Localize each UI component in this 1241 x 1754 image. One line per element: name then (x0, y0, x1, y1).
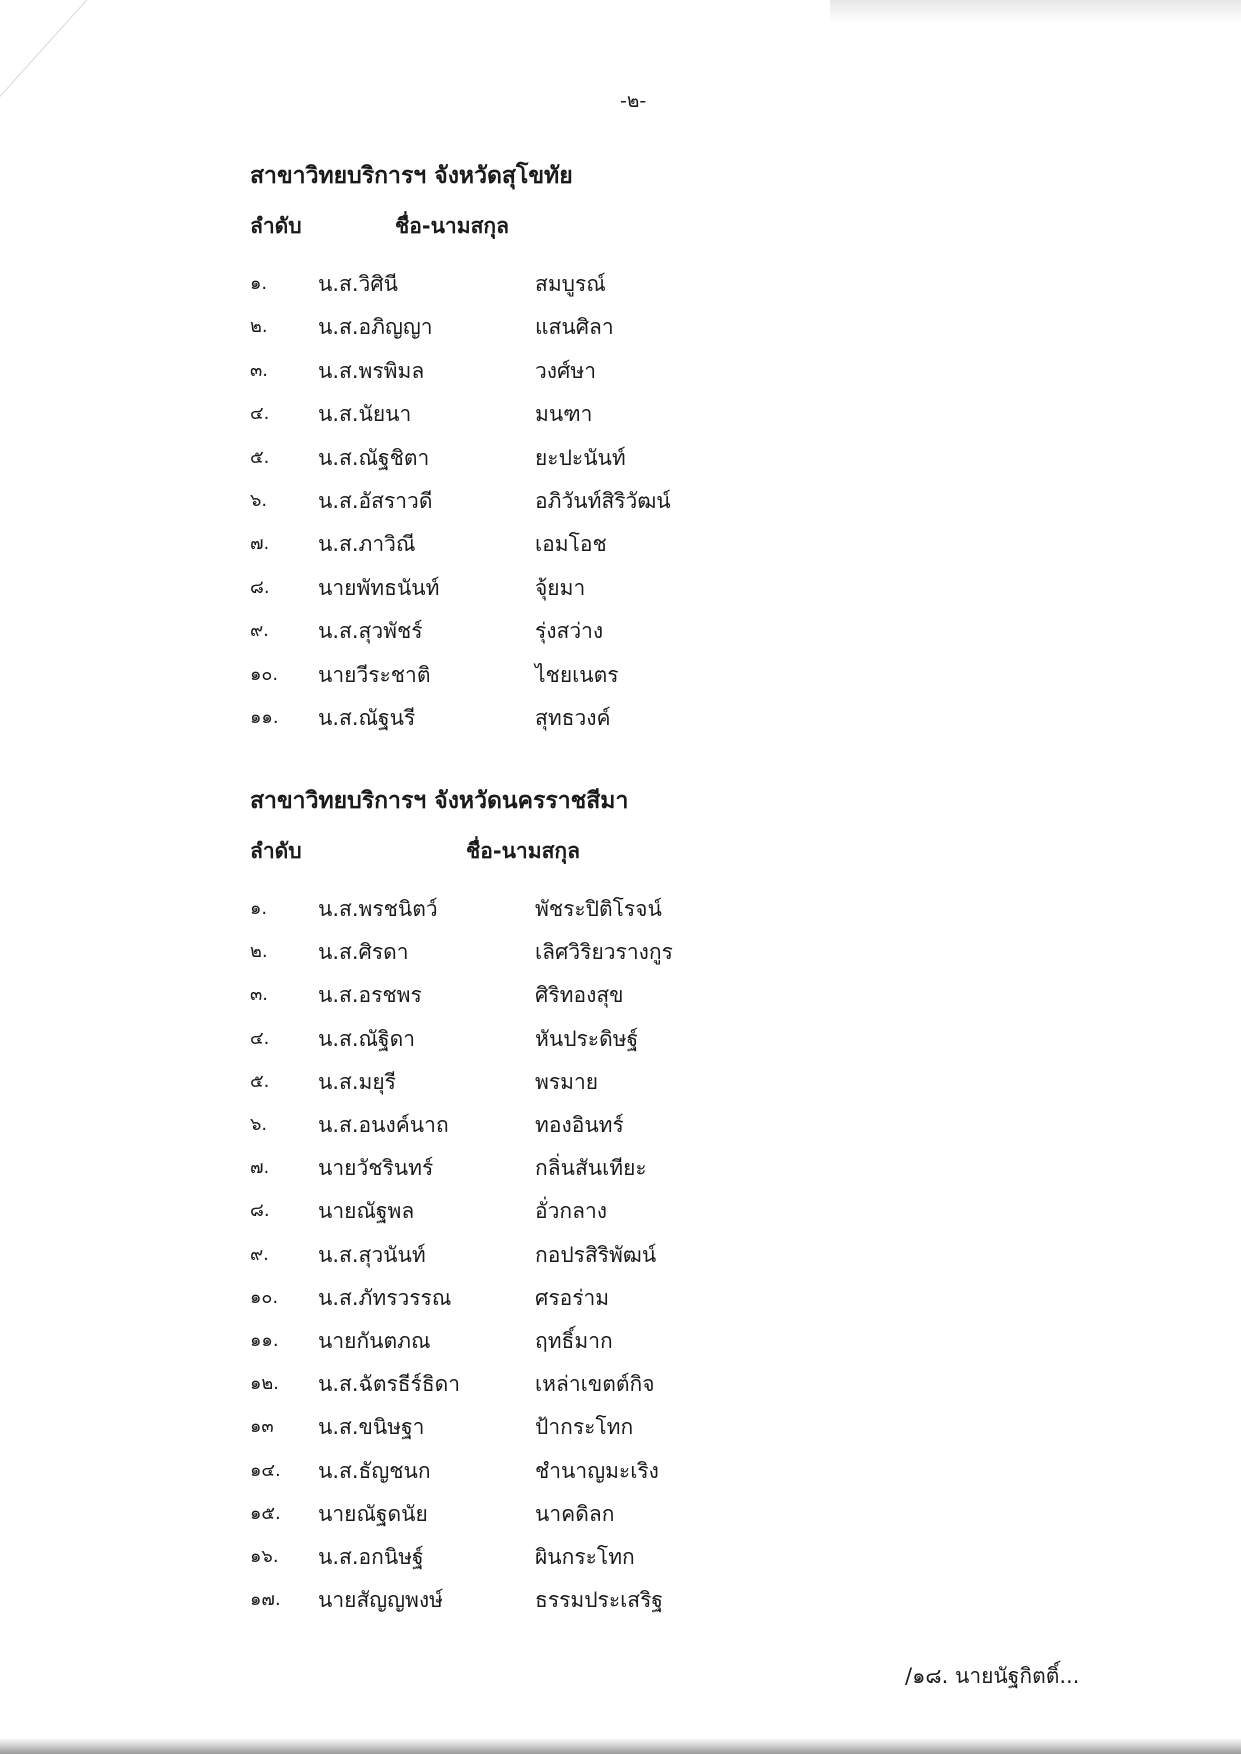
item-number: ๑. (250, 898, 268, 919)
last-name: สุทธวงค์ (535, 706, 611, 730)
list-item (0, 1152, 1241, 1192)
item-number: ๑๕. (250, 1502, 281, 1524)
first-name: นายวีระชาติ (318, 662, 431, 687)
first-name: น.ส.อนงค์นาถ (318, 1113, 449, 1137)
last-name: ผินกระโทก (535, 1545, 635, 1569)
last-name: เอมโอช (535, 532, 607, 557)
last-name: หันประดิษฐ์ (535, 1026, 639, 1051)
item-number: ๑๗. (250, 1589, 281, 1611)
item-number: ๒. (250, 316, 268, 338)
last-name: กลิ่นสันเทียะ (535, 1156, 647, 1181)
scan-shadow-bottom (0, 1738, 1241, 1754)
column-header-name: ชื่อ-นามสกุล (466, 839, 580, 863)
first-name: น.ส.สุวพัชร์ (318, 619, 423, 644)
last-name: แสนศิลา (535, 315, 614, 340)
item-number: ๒. (250, 941, 268, 963)
first-name: น.ส.อัสราวดี (318, 489, 433, 513)
list-item (0, 893, 1241, 933)
list-item (0, 311, 1241, 351)
list-item (0, 1584, 1241, 1624)
item-number: ๑๐. (250, 663, 279, 685)
last-name: ชำนาญมะเริง (535, 1458, 659, 1483)
list-item (0, 1066, 1241, 1106)
item-number: ๕. (250, 1070, 270, 1092)
first-name: น.ส.อรชพร (318, 983, 422, 1008)
list-item (0, 702, 1241, 742)
list-item (0, 1455, 1241, 1495)
item-number: ๔. (250, 1027, 270, 1049)
item-number: ๑๔. (250, 1459, 281, 1481)
list-item (0, 528, 1241, 568)
last-name: รุ่งสว่าง (535, 619, 604, 644)
last-name: มนฑา (535, 402, 593, 427)
list-item (0, 979, 1241, 1019)
last-name: อภิวันท์สิริวัฒน์ (535, 489, 671, 513)
first-name: น.ส.วิศินี (318, 272, 399, 296)
item-number: ๑๒. (250, 1373, 280, 1395)
list-item (0, 485, 1241, 525)
last-name: ทองอินทร์ (535, 1113, 624, 1137)
last-name: ธรรมประเสริฐ (535, 1588, 663, 1613)
first-name: น.ส.ณัฐิดา (318, 1026, 416, 1051)
list-item (0, 1195, 1241, 1235)
scan-shadow-top (830, 0, 1241, 22)
list-item (0, 615, 1241, 655)
first-name: น.ส.สุวนันท์ (318, 1242, 426, 1267)
list-item (0, 355, 1241, 395)
last-name: อั่วกลาง (535, 1199, 608, 1224)
item-number: ๔. (250, 403, 270, 425)
item-number: ๖. (250, 490, 268, 511)
list-item (0, 936, 1241, 976)
first-name: น.ส.ขนิษฐา (318, 1415, 425, 1440)
list-item (0, 442, 1241, 482)
first-name: น.ส.มยุรี (318, 1069, 396, 1094)
page-number: -๒- (620, 90, 647, 112)
item-number: ๘. (250, 1200, 270, 1222)
list-item (0, 1541, 1241, 1581)
list-item (0, 659, 1241, 699)
last-name: ป้ากระโทก (535, 1415, 634, 1440)
last-name: ศิริทองสุข (535, 983, 624, 1008)
first-name: น.ส.ฉัตรธีร์ธิดา (318, 1372, 461, 1397)
item-number: ๑๑. (250, 1330, 279, 1351)
section-title: สาขาวิทยบริการฯ จังหวัดนครราชสีมา (250, 788, 629, 814)
item-number: ๖. (250, 1114, 268, 1135)
column-header-number: ลำดับ (250, 839, 302, 863)
last-name: ยะปะนันท์ (535, 445, 626, 470)
last-name: ฤทธิ์มาก (535, 1329, 613, 1353)
item-number: ๑๐. (250, 1286, 279, 1308)
list-item (0, 1239, 1241, 1279)
item-number: ๓. (250, 984, 269, 1006)
list-item (0, 572, 1241, 612)
list-item (0, 1368, 1241, 1408)
column-header-number: ลำดับ (250, 214, 302, 238)
item-number: ๑๓ (250, 1416, 274, 1438)
last-name: จุ้ยมา (535, 575, 586, 600)
last-name: กอปรสิริพัฒน์ (535, 1242, 657, 1267)
list-item (0, 268, 1241, 308)
list-item (0, 1498, 1241, 1538)
item-number: ๑๖. (250, 1546, 279, 1567)
item-number: ๙. (250, 1243, 269, 1265)
first-name: นายวัชรินทร์ (318, 1156, 434, 1181)
section-title: สาขาวิทยบริการฯ จังหวัดสุโขทัย (250, 163, 573, 189)
last-name: เลิศวิริยวรางกูร (535, 940, 673, 965)
last-name: นาคดิลก (535, 1501, 615, 1526)
last-name: วงศ์ษา (535, 358, 597, 383)
last-name: พัชระปิติโรจน์ (535, 897, 662, 921)
continuation-note: /๑๘. นายนัฐกิตติ์... (905, 1664, 1080, 1688)
paper-fold-line (0, 0, 175, 141)
first-name: น.ส.ณัฐชิตา (318, 445, 430, 470)
first-name: นายพัทธนันท์ (318, 575, 440, 600)
first-name: น.ส.นัยนา (318, 402, 412, 427)
item-number: ๗. (250, 533, 270, 555)
item-number: ๘. (250, 576, 270, 598)
last-name: ไชยเนตร (535, 662, 619, 687)
list-item (0, 1109, 1241, 1149)
last-name: เหล่าเขตต์กิจ (535, 1372, 655, 1397)
first-name: น.ส.อกนิษฐ์ (318, 1545, 424, 1569)
last-name: พรมาย (535, 1069, 599, 1094)
list-item (0, 1325, 1241, 1365)
first-name: น.ส.อภิญญา (318, 315, 433, 340)
first-name: นายสัญญพงษ์ (318, 1588, 443, 1613)
list-item (0, 1023, 1241, 1063)
item-number: ๑. (250, 273, 268, 294)
first-name: น.ส.พรพิมล (318, 358, 425, 383)
first-name: นายณัฐพล (318, 1199, 415, 1224)
list-item (0, 1411, 1241, 1451)
last-name: ศรอร่าม (535, 1285, 610, 1310)
list-item (0, 398, 1241, 438)
first-name: น.ส.พรชนิตว์ (318, 897, 438, 921)
first-name: น.ส.ศิรดา (318, 940, 409, 965)
item-number: ๕. (250, 446, 270, 468)
column-header-name: ชื่อ-นามสกุล (395, 214, 509, 238)
first-name: น.ส.ภัทรวรรณ (318, 1285, 452, 1310)
item-number: ๗. (250, 1157, 270, 1179)
first-name: น.ส.ธัญชนก (318, 1458, 431, 1483)
first-name: นายกันตภณ (318, 1329, 431, 1353)
last-name: สมบูรณ์ (535, 272, 606, 296)
item-number: ๓. (250, 359, 269, 381)
item-number: ๙. (250, 620, 269, 642)
first-name: น.ส.ภาวิณี (318, 532, 416, 557)
first-name: น.ส.ณัฐนรี (318, 706, 416, 730)
list-item (0, 1282, 1241, 1322)
first-name: นายณัฐดนัย (318, 1501, 428, 1526)
item-number: ๑๑. (250, 707, 279, 728)
